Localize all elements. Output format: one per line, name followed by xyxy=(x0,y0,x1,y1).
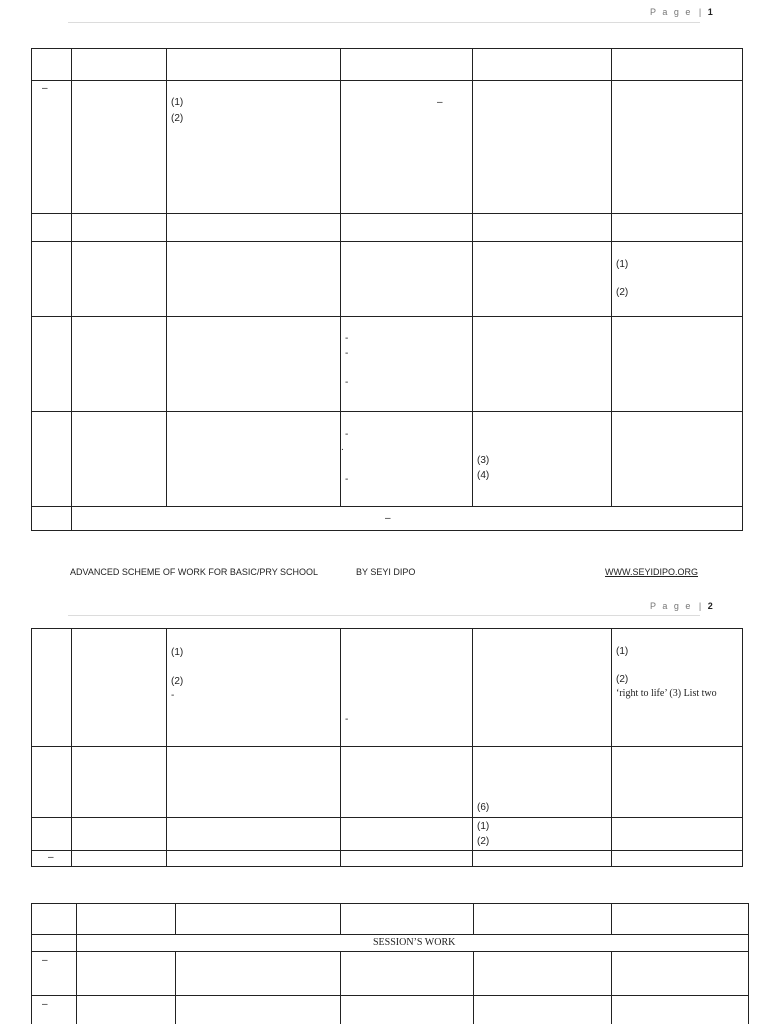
table-rule xyxy=(31,903,32,1024)
table-rule xyxy=(71,48,72,531)
session-work-banner: SESSION’S WORK xyxy=(373,937,456,948)
t1-row-3-col-4-item-1: (1) xyxy=(477,821,490,832)
page-2-number xyxy=(650,601,713,611)
t1-row-4-col-0-dash: – xyxy=(48,852,54,863)
row-1-col-2-item-1: (1) xyxy=(171,97,184,108)
t1-row-1-col-3-dash: - xyxy=(345,714,349,725)
table-rule xyxy=(31,530,743,531)
table-rule xyxy=(31,411,743,412)
table-rule xyxy=(31,903,749,904)
table-rule xyxy=(340,903,341,935)
row-1-col-2-item-2: (2) xyxy=(171,113,184,124)
page-number-value: 2 xyxy=(707,601,713,611)
table-rule xyxy=(31,213,743,214)
table-rule xyxy=(473,903,474,935)
table-rule xyxy=(31,746,743,747)
table-rule xyxy=(340,48,341,507)
row-5-col-3-dash-2: - xyxy=(345,474,349,485)
t2-row-2-col-0-dash: – xyxy=(42,999,48,1010)
page-label: P a g e xyxy=(650,601,693,611)
page-1-number xyxy=(650,7,713,17)
table-rule xyxy=(31,934,749,935)
row-1-col-3-dash: – xyxy=(437,97,443,108)
page-number-value: 1 xyxy=(707,7,713,17)
table-rule xyxy=(611,951,612,1024)
document-author: BY SEYI DIPO xyxy=(356,567,416,577)
table-rule xyxy=(31,628,743,629)
page-2-header-rule xyxy=(68,615,700,616)
table-rule xyxy=(340,628,341,867)
table-rule xyxy=(742,628,743,867)
table-rule xyxy=(611,628,612,867)
t1-row-1-col-5-item-2: (2) xyxy=(616,674,629,685)
row-4-col-3-dash-1: - xyxy=(345,333,349,344)
table-rule xyxy=(31,866,743,867)
table-rule xyxy=(472,628,473,867)
table-rule xyxy=(175,903,176,935)
row-4-col-3-dash-2: - xyxy=(345,348,349,359)
row-3-col-5-item-2: (2) xyxy=(616,287,629,298)
table-rule xyxy=(76,903,77,1024)
row-5-col-4-item-2: (4) xyxy=(477,470,490,481)
t1-row-1-col-5-text: ‘right to life’ (3) List two xyxy=(616,688,717,699)
table-rule xyxy=(473,951,474,1024)
table-rule xyxy=(31,316,743,317)
table-rule xyxy=(611,903,612,935)
table-rule xyxy=(340,951,341,1024)
table-rule xyxy=(611,48,612,507)
table-rule xyxy=(31,506,743,507)
table-rule xyxy=(31,850,743,851)
row-5-col-3-dash-1: - xyxy=(345,429,349,440)
t1-row-1-col-2-item-2: (2) xyxy=(171,676,184,687)
page-1-header-rule xyxy=(68,22,700,23)
table-rule xyxy=(31,817,743,818)
table-rule xyxy=(748,903,749,1024)
table-rule xyxy=(175,951,176,1024)
table-rule xyxy=(31,995,749,996)
page-separator: | xyxy=(698,7,702,17)
table-rule xyxy=(742,48,743,531)
t1-row-1-col-2-dash: - xyxy=(171,690,175,701)
row-3-col-5-item-1: (1) xyxy=(616,259,629,270)
t2-row-1-col-0-dash: – xyxy=(42,955,48,966)
table-rule xyxy=(166,628,167,867)
row-4-col-3-dash-3: - xyxy=(345,377,349,388)
table-rule xyxy=(31,80,743,81)
t1-row-2-col-4-item: (6) xyxy=(477,802,490,813)
table-rule xyxy=(31,628,32,867)
table-rule xyxy=(472,48,473,507)
page-separator: | xyxy=(698,601,702,611)
table-rule xyxy=(71,628,72,867)
table-rule xyxy=(31,48,743,49)
t1-row-3-col-4-item-2: (2) xyxy=(477,836,490,847)
row-5-col-4-item-1: (3) xyxy=(477,455,490,466)
t1-row-1-col-5-item-1: (1) xyxy=(616,646,629,657)
document-title: ADVANCED SCHEME OF WORK FOR BASIC/PRY SCHOOL xyxy=(70,567,319,577)
table-rule xyxy=(166,48,167,507)
table-rule xyxy=(31,48,32,531)
row-1-col-0-dash: – xyxy=(42,83,48,94)
page-label: P a g e xyxy=(650,7,693,17)
table-rule xyxy=(31,951,749,952)
row-5-col-3-dot: . xyxy=(341,442,344,453)
row-6-merged-dash: – xyxy=(385,513,391,524)
table-rule xyxy=(31,241,743,242)
t1-row-1-col-2-item-1: (1) xyxy=(171,647,184,658)
website-link[interactable]: WWW.SEYIDIPO.ORG xyxy=(605,567,699,577)
